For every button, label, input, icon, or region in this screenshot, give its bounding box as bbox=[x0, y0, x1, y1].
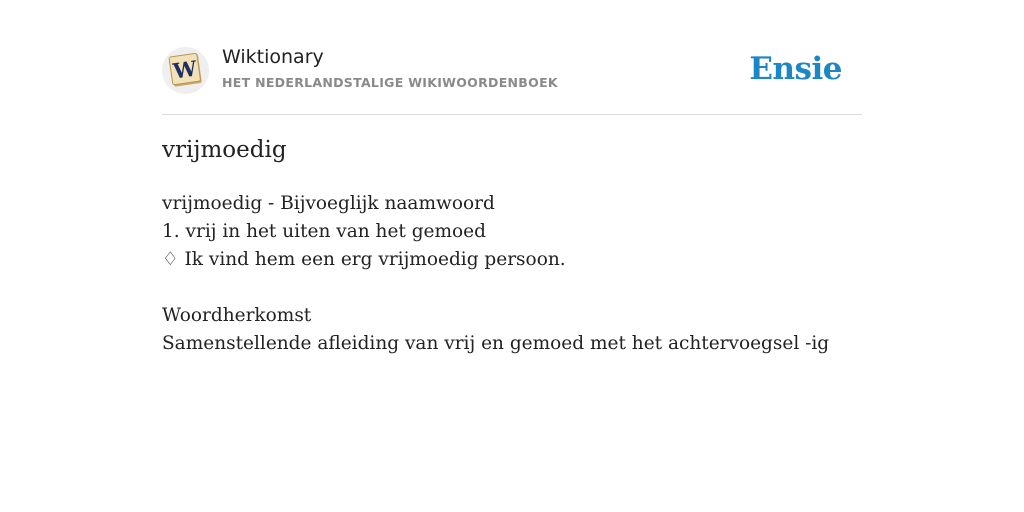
site-title[interactable]: Wiktionary bbox=[222, 46, 324, 68]
svg-text:W: W bbox=[171, 55, 199, 84]
spacer bbox=[162, 274, 862, 302]
entry-content bbox=[162, 190, 862, 358]
wiktionary-logo[interactable] bbox=[162, 47, 209, 94]
ensie-brand-link[interactable]: Ensie bbox=[749, 51, 842, 87]
part-of-speech-line: vrijmoedig - Bijvoeglijk naamwoord bbox=[162, 193, 495, 214]
etymology-heading: Woordherkomst bbox=[162, 305, 312, 326]
page bbox=[162, 0, 862, 512]
site-header bbox=[162, 44, 862, 115]
example-line: ♢ Ik vind hem een erg vrijmoedig persoon. bbox=[162, 249, 566, 270]
definition-line: 1. vrij in het uiten van het gemoed bbox=[162, 221, 486, 242]
entry-title: vrijmoedig bbox=[162, 137, 287, 163]
wiktionary-w-tile-icon bbox=[162, 47, 209, 94]
etymology-text: Samenstellende afleiding van vrij en gemoed met het achtervoegsel -ig bbox=[162, 333, 830, 354]
site-subtitle: HET NEDERLANDSTALIGE WIKIWOORDENBOEK bbox=[222, 75, 558, 90]
